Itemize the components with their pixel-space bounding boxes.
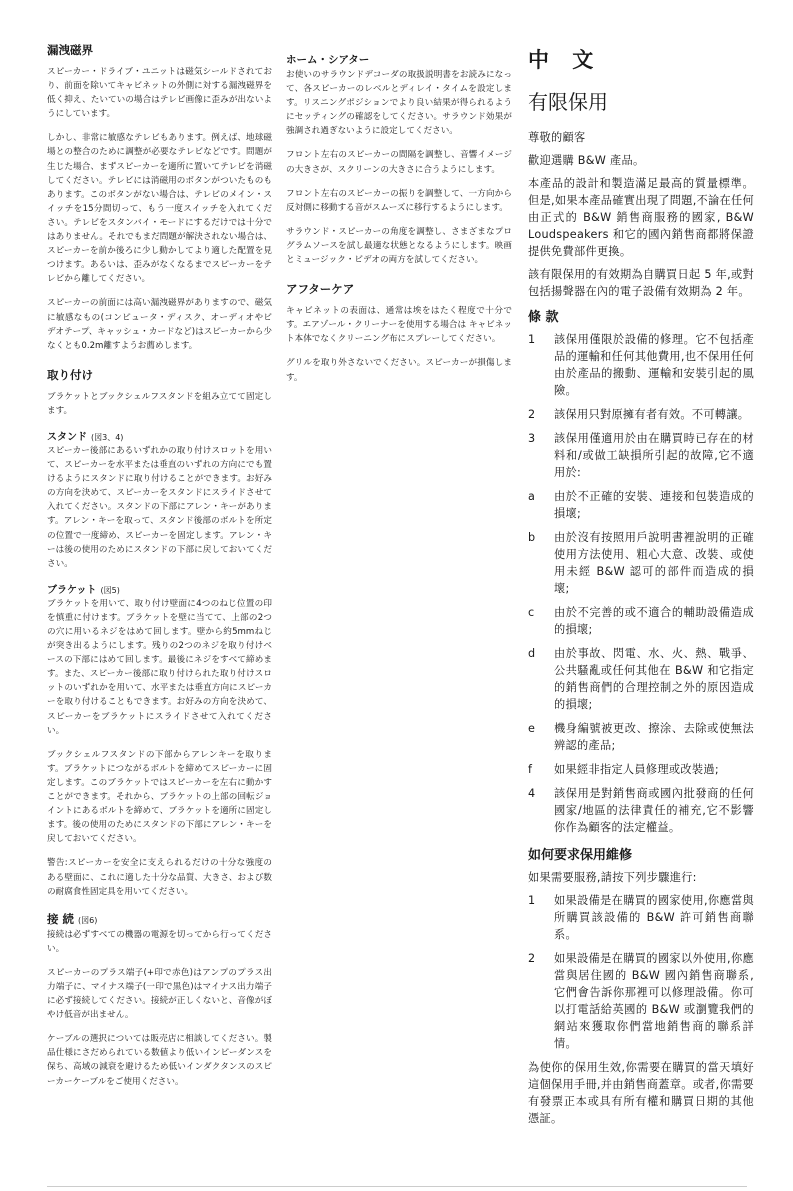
terms-item-text: 由於不正確的安裝、連接和包裝造成的損壞; [554, 490, 754, 520]
terms-item-text: 該保用僅限於設備的修理。它不包括產品的運輸和任何其他費用,也不保用任何由於產品的搬動、運輸和安裝引起的風險。 [554, 333, 754, 397]
terms-item-number: 4 [528, 787, 536, 800]
magnetic-paragraph-3: スピーカーの前面には高い漏洩磁界がありますので、磁気に敏感なもの(コンピュータ・ディスク、オーディオやビデオテープ、キャッシュ・カードなど)はスピーカーから少なくとも0.2m離すようお薦めします。 [47, 298, 272, 351]
terms-item-text: 該保用是對銷售商或國內批發商的任何國家/地區的法律責任的補充,它不影響你作為顧客的法定權益。 [554, 787, 754, 834]
claim-intro: 如果需要服務,請按下列步驟進行: [528, 871, 697, 884]
greeting: 尊敬的顧客 [528, 131, 586, 144]
terms-item-number: c [528, 606, 535, 619]
connection-paragraph-2: スピーカーのプラス端子(+印で赤色)はアンプのプラス出力端子に、マイナス端子(一印で黒色)はマイナス出力端子に必ず接続してください。接続が正しくないと、音像がぼやけ低音が出ません。 [47, 967, 272, 1021]
terms-item [528, 761, 754, 778]
claim-step-text: 如果設備是在購買的國家以外使用,你應當與居住國的 B&W 國內銷售商聯系,它們會告訴你那裡可以修理設備。你可以打電話給英國的 B&W 或瀏覽我們的網站來獲取你們當地銷售商的聯系詳情。 [554, 952, 754, 1050]
claim-step-number: 2 [528, 952, 536, 965]
terms-item-number: b [528, 531, 536, 544]
stand-figure-ref: (図3、4) [91, 432, 124, 442]
bracket-figure-ref: (図5) [100, 585, 120, 595]
connection-title: 接 続 [47, 911, 75, 926]
closing-paragraph: 為使你的保用生效,你需要在購買的當天填好這個保用手冊,并由銷售商蓋章。或者,你需要有發票正本或具有所有權和購買日期的其他憑証。 [528, 1061, 754, 1125]
mounting-paragraph: ブラケットとブックシェルフスタンドを組み立てて固定します。 [47, 391, 272, 416]
terms-item-text: 該保用僅適用於由在購買時已存在的材料和/或做工缺損所引起的故障,它不適用於: [554, 432, 754, 479]
claim-heading: 如何要求保用維修 [528, 848, 633, 863]
terms-item-number: 3 [528, 432, 536, 445]
stand-heading [47, 428, 272, 443]
terms-item [528, 529, 754, 597]
aftercare-heading: アフターケア [286, 282, 355, 297]
home-theater-paragraph-3: フロント左右のスピーカーの振りを調整して、一方向から反対側に移動する音がスムーズに移行するようにします。 [286, 188, 512, 213]
stand-paragraph: スピーカー後部にあるいずれかの取り付けスロットを用いて、スピーカーを水平または垂直のいずれの方向にでも置けるようにスタンドに取り付けることができます。お好みの方向を決めて、スピーカーをスタンドにスライドさせて入れてください。スタンドの下部にアレン・キーがあります。アレン・キーを取って、スタンド後部のボルトを所定の位置で一度締め、スピーカーを固定します。アレン・キーは後の使用のためにスタンドの下部に戻しておいてください。 [47, 445, 272, 569]
terms-item [528, 720, 754, 754]
bracket-title: ブラケット [47, 584, 97, 596]
japanese-column-left [47, 40, 272, 1087]
terms-item-text: 機身編號被更改、擦涂、去除或使無法辨認的產品; [554, 722, 754, 752]
home-theater-paragraph-4: サラウンド・スピーカーの角度を調整し、さまざまなプログラムソースを試し最適な状態となるようにします。映画とミュージック・ビデオの両方を試してください。 [286, 226, 512, 266]
bottom-rule [47, 1186, 747, 1187]
home-theater-paragraph-2: フロント左右のスピーカーの間隔を調整し、音響イメージの大きさが、スクリーンの大きさに合うようにします。 [286, 150, 512, 175]
claim-step-text: 如果設備是在購買的國家使用,你應當與所購買該設備的 B&W 許可銷售商聯系。 [554, 894, 754, 941]
terms-list [528, 331, 754, 836]
terms-item [528, 406, 754, 423]
aftercare-paragraph-2: グリルを取り外さないでください。スピーカーが損傷します。 [286, 358, 512, 383]
terms-item-text: 由於沒有按照用戶說明書裡說明的正確使用方法使用、粗心大意、改裝、或使用未經 B&W 認可的部件而造成的損壞; [554, 531, 754, 595]
magnetic-field-heading: 漏洩磁界 [47, 43, 93, 57]
aftercare-paragraph-1: キャビネットの表面は、通常は埃をはたく程度で十分です。エアゾール・クリーナーを使用する場合は キャビネット本体でなくクリーニング布にスプレーしてください。 [286, 306, 512, 345]
bracket-paragraph-2: ブックシェルフスタンドの下部からアレンキーを取ります。ブラケットにつながるボルトを締めてスピーカーに固定します。このブラケットではスピーカーを左右に動かすことができます。それから、ブラケットの上部の回転ジョイントにあるボルトを締めて、ブラケットを適所に固定します。後の使用のためにスタンドの下部にアレン・キーを戻しておいてください。 [47, 749, 272, 845]
bracket-paragraph-1: ブラケットを用いて、取り付け壁面に4つのねじ位置の印を慎重に付けます。ブラケットを壁に当てて、上部の2つの穴に用いるネジをはめて回します。壁から約5mmねじが突き出るようにします。残りの2つのネジを取り付けベースの下部にはめて回します。最後にネジをすべて締めます。また、スピーカー後部に取り付けられた取り付けスロットのいずれかを用いて、水平または垂直方向にスピーカーを取り付けることもできます。お好みの方向を決めて、スピーカーをブラケットにスライドさせて入れてください。 [47, 598, 272, 736]
claim-step [528, 950, 754, 1052]
terms-item [528, 604, 754, 638]
terms-item-text: 如果經非指定人員修理或改裝過; [554, 763, 719, 776]
terms-item [528, 430, 754, 481]
magnetic-paragraph-1: スピーカー・ドライブ・ユニットは磁気シールドされており、前面を除いてキャビネットの外側に対する漏洩磁界を低く抑え、たいていの場合はテレビ画像に歪みが出ないようにしています。 [47, 67, 272, 120]
terms-item-text: 該保用只對原擁有者有效。不可轉讓。 [554, 408, 750, 421]
welcome: 歡迎選購 B&W 產品。 [528, 154, 645, 167]
terms-item-text: 由於不完善的或不適合的輔助設備造成的損壞; [554, 606, 754, 636]
terms-item-number: d [528, 647, 536, 660]
magnetic-paragraph-2: しかし、非常に敏感なテレビもあります。例えば、地球磁場との整合のために調整が必要なテレビなどです。問題が生じた場合、まずスピーカーを適所に置いてテレビを消磁してください。テレビには消磁用のボタンがついたものもあります。このボタンがない場合は、テレビのメイン・スイッチを15分間切って、もう一度スイッチを入れてください。テレビをスタンバイ・モードにするだけでは十分ではありません。それでもまだ問題が解決されない場合は、スピーカーを前か後ろに少し動かしてより適した配置を見つけます。あるいは、歪みがなくなるまでスピーカーをテレビから離してください。 [47, 133, 272, 285]
bracket-heading [47, 581, 272, 596]
warranty-intro: 本產品的設計和製造滿足最高的質量標準。但是,如果本產品確實出現了問題,不論在任何由正式的 B&W 銷售商服務的國家, B&W Loudspeakers 和它的國內銷售商都將保證提供免費部件更換。 [528, 177, 754, 258]
terms-heading: 條 款 [528, 310, 559, 325]
terms-item-text: 由於事故、閃電、水、火、熱、戰爭、公共騷亂或任何其他在 B&W 和它指定的銷售商們的合理控制之外的原因造成的損壞; [554, 647, 754, 711]
terms-item-number: e [528, 722, 535, 735]
chinese-column [528, 40, 754, 1133]
bracket-warning: 警告:スピーカーを安全に支えられるだけの十分な強度のある壁面に、これに適した十分な品質、大きさ、および数の耐腐食性固定具を用いてください。 [47, 858, 272, 897]
connection-figure-ref: (図6) [78, 915, 98, 925]
mounting-heading: 取り付け [47, 367, 93, 382]
terms-item-number: a [528, 490, 535, 503]
terms-item [528, 785, 754, 836]
terms-item-number: 1 [528, 333, 536, 346]
stand-title: スタンド [47, 431, 87, 443]
connection-paragraph-3: ケーブルの選択については販売店に相談してください。製品仕様にさだめられている数値より低いインピーダンスを保ち、高域の減衰を避けるため低いインダクタンスのスピーカーケーブルをご使用ください。 [47, 1034, 272, 1087]
claim-step-number: 1 [528, 894, 536, 907]
terms-item [528, 645, 754, 713]
terms-item [528, 488, 754, 522]
connection-paragraph-1: 接続は必ずすべての機器の電源を切ってから行ってください。 [47, 929, 272, 954]
claim-steps-list [528, 892, 754, 1052]
terms-item-number: f [528, 763, 532, 776]
limited-warranty-title: 有限保用 [528, 90, 608, 114]
japanese-column-right [286, 40, 512, 395]
language-heading: 中 文 [528, 48, 602, 72]
warranty-period: 該有限保用的有效期為自購買日起 5 年,或對包括揚聲器在內的電子設備有效期為 2 年。 [528, 268, 754, 298]
connection-heading [47, 911, 272, 927]
home-theater-heading: ホーム・シアター [286, 54, 370, 66]
terms-item-number: 2 [528, 408, 536, 421]
terms-item [528, 331, 754, 399]
home-theater-paragraph-1: お使いのサラウンドデコーダの取扱説明書をお読みになって、各スピーカーのレベルとディレイ・タイムを設定します。リスニングポジションでより良い結果が得られるようにセッティングの確認をしてください。サラウンド効果が強調され過ぎないように設定してください。 [286, 70, 512, 137]
claim-step [528, 892, 754, 943]
